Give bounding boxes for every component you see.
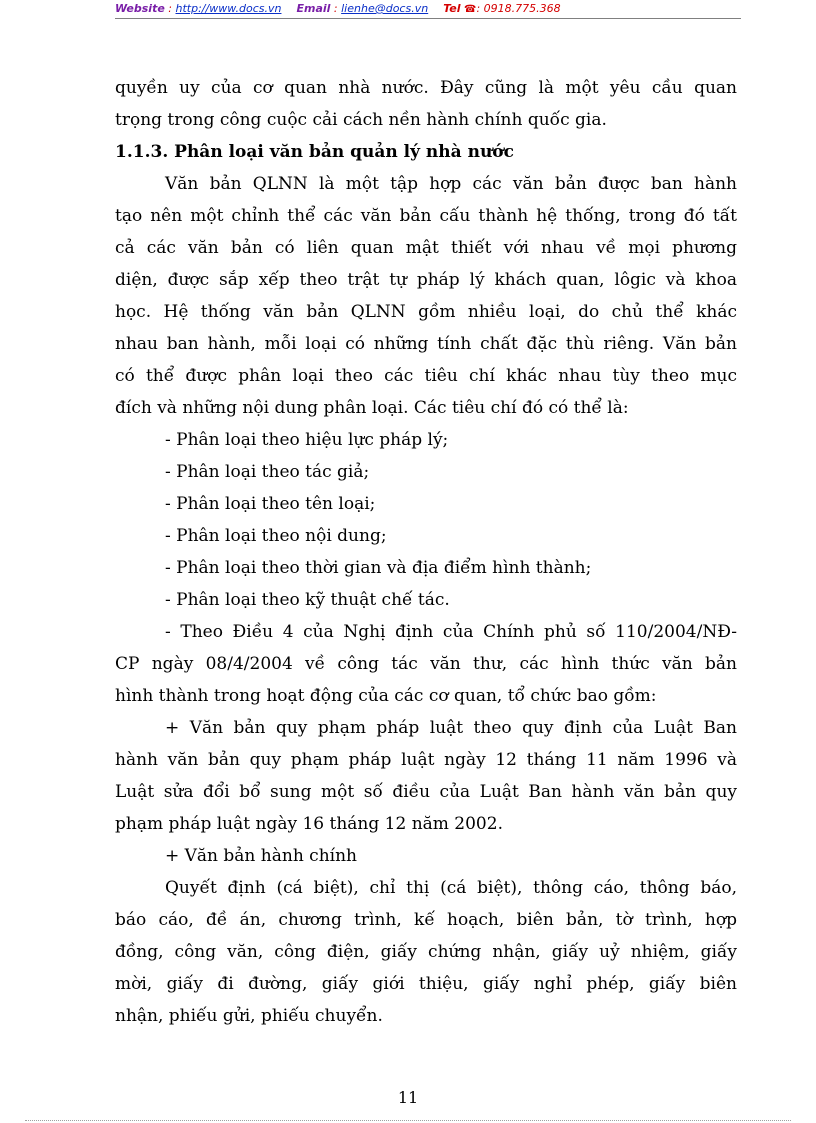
list-item: - Phân loại theo tên loại; — [165, 494, 376, 514]
body-line: tạo nên một chỉnh thể các văn bản cấu thành hệ thống, trong đó tất — [115, 206, 737, 226]
section-heading: 1.1.3. Phân loại văn bản quản lý nhà nước — [115, 142, 514, 162]
list-item: - Phân loại theo kỹ thuật chế tác. — [165, 590, 450, 610]
list-item: - Phân loại theo hiệu lực pháp lý; — [165, 430, 449, 450]
email-link[interactable]: lienhe@docs.vn — [341, 2, 429, 15]
body-line: nhận, phiếu gửi, phiếu chuyển. — [115, 1006, 383, 1026]
body-line: quyền uy của cơ quan nhà nước. Đây cũng là một yêu cầu quan — [115, 78, 737, 98]
tel-value: : 0918.775.368 — [476, 2, 561, 15]
website-separator: : — [164, 2, 176, 15]
email-label: Email — [296, 2, 331, 15]
email-separator: : — [330, 2, 342, 15]
body-line: học. Hệ thống văn bản QLNN gồm nhiều loại, do chủ thể khác — [115, 302, 737, 322]
website-label: Website — [115, 2, 165, 15]
list-item: - Phân loại theo tác giả; — [165, 462, 370, 482]
body-line: báo cáo, đề án, chương trình, kế hoạch, biên bản, tờ trình, hợp — [115, 910, 737, 930]
website-link[interactable]: http://www.docs.vn — [175, 2, 282, 15]
body-line: diện, được sắp xếp theo trật tự pháp lý khách quan, lôgic và khoa — [115, 270, 737, 290]
body-line: - Theo Điều 4 của Nghị định của Chính phủ số 110/2004/NĐ- — [165, 622, 737, 642]
body-line: trọng trong công cuộc cải cách nền hành chính quốc gia. — [115, 110, 607, 130]
body-line: có thể được phân loại theo các tiêu chí khác nhau tùy theo mục — [115, 366, 737, 386]
phone-icon: ☎ — [464, 4, 477, 15]
body-line: Quyết định (cá biệt), chỉ thị (cá biệt), thông cáo, thông báo, — [165, 878, 737, 898]
footer-divider — [25, 1120, 791, 1121]
list-item: + Văn bản hành chính — [165, 846, 357, 866]
body-line: CP ngày 08/4/2004 về công tác văn thư, các hình thức văn bản — [115, 654, 737, 674]
body-line: đích và những nội dung phân loại. Các tiêu chí đó có thể là: — [115, 398, 629, 418]
body-line: cả các văn bản có liên quan mật thiết với nhau về mọi phương — [115, 238, 737, 258]
page-header — [115, 1, 741, 17]
tel-label: Tel — [443, 2, 461, 15]
list-item: - Phân loại theo thời gian và địa điểm hình thành; — [165, 558, 592, 578]
body-line: Luật sửa đổi bổ sung một số điều của Luật Ban hành văn bản quy — [115, 782, 737, 802]
body-line: + Văn bản quy phạm pháp luật theo quy định của Luật Ban — [165, 718, 737, 738]
body-line: nhau ban hành, mỗi loại có những tính chất đặc thù riêng. Văn bản — [115, 334, 737, 354]
body-line: phạm pháp luật ngày 16 tháng 12 năm 2002. — [115, 814, 503, 834]
header-divider — [115, 18, 741, 19]
body-line: mời, giấy đi đường, giấy giới thiệu, giấy nghỉ phép, giấy biên — [115, 974, 737, 994]
body-line: đồng, công văn, công điện, giấy chứng nhận, giấy uỷ nhiệm, giấy — [115, 942, 737, 962]
page-number: 11 — [397, 1088, 419, 1107]
body-line: hình thành trong hoạt động của các cơ quan, tổ chức bao gồm: — [115, 686, 657, 706]
list-item: - Phân loại theo nội dung; — [165, 526, 387, 546]
body-line: Văn bản QLNN là một tập hợp các văn bản được ban hành — [165, 174, 737, 194]
body-line: hành văn bản quy phạm pháp luật ngày 12 tháng 11 năm 1996 và — [115, 750, 737, 770]
document-body — [115, 72, 737, 1032]
